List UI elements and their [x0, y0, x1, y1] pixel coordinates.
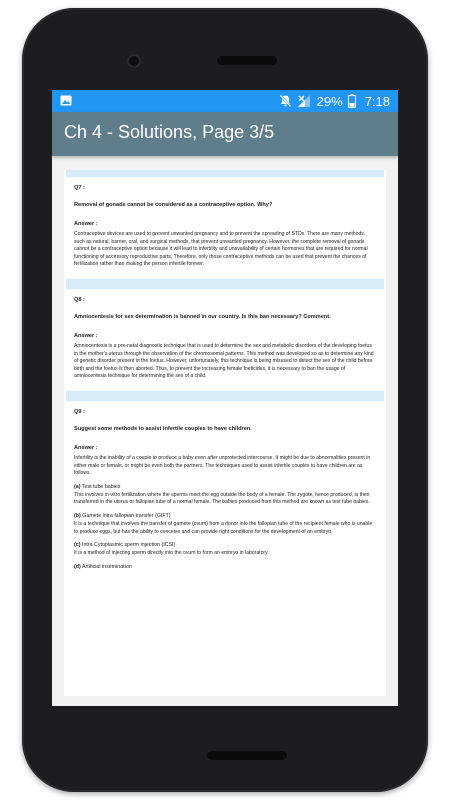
solutions-content[interactable]	[64, 170, 386, 696]
method-letter: (d)	[74, 563, 81, 570]
signal-icon	[297, 94, 312, 108]
bottom-speaker	[207, 751, 287, 760]
method-name: Intra Cytoplasmic sperm injection (ICSI)	[81, 542, 176, 549]
question-text: Removal of gonads cannot be considered as a contraceptive option. Why?	[74, 202, 273, 208]
method-text: This involves in-vitro fertilization where the sperms meet the egg outside the body of a female. The zygote, hence produced, is then transferred in the uterus or fallopian tube of a normal female. The babies produced from this method are known as test tube babies.	[74, 491, 370, 506]
method-text: It is a method of injecting sperm directly into the ovum to form an embryo in laboratory.	[74, 550, 269, 557]
method-name: Test tube babies	[81, 483, 121, 490]
question-label: Q9 :	[74, 408, 85, 415]
clock: 7:18	[364, 93, 390, 109]
battery-percent: 29%	[316, 93, 343, 109]
answer-label: Answer :	[74, 221, 98, 227]
question-text: Amniocentesis for sex determination is banned in our country. Is this ban necessary? Comment.	[74, 313, 331, 320]
answer-text: Contraceptive devices are used to prevent unwanted pregnancy and to prevent the spreading of STDs. There are many methods, such as natural, barrier, oral, and surgical methods, that prevent unwanted pregnancy. However, the complete removal of gonads cannot be a contraceptive option because it will lead to infertility and unavailability of certain hormones that are required for normal functioning of accessory reproductive parts. Therefore, only those contraceptive methods can be used that prevent the chances of fertilization rather than making the person infertile forever.	[74, 231, 368, 268]
method-title	[74, 484, 376, 490]
method-letter: (b)	[74, 512, 81, 519]
method-name: Artificial insemination	[81, 563, 132, 570]
method-text: It is a technique that involves the transfer of gamete (ovum) from a donor into the fallopian tube of the recipient female who is unable to produce eggs, but has the ability to conceive and can provide right conditions for the development of an embryo.	[74, 520, 373, 535]
question-block-q9	[74, 401, 376, 576]
status-bar	[52, 90, 398, 112]
battery-icon	[348, 94, 356, 108]
answer-label: Answer :	[74, 332, 98, 339]
separator	[66, 170, 384, 177]
method-title	[74, 564, 376, 570]
question-label: Q8 :	[74, 296, 85, 303]
method-title	[74, 513, 376, 519]
question-block-q8	[74, 289, 376, 391]
image-notification-icon	[60, 95, 72, 106]
page-title: Ch 4 - Solutions, Page 3/5	[64, 122, 275, 142]
status-icons	[279, 93, 390, 109]
answer-text: Infertility is the inability of a couple to produce a baby even after unprotected intercourse. It might be due to abnormalities present in either male or female, or might be even both the partners. The techniques used to assist infertile couples to have children are as follows.	[74, 454, 371, 477]
front-camera	[127, 54, 141, 68]
separator	[66, 279, 384, 289]
question-block-q7	[74, 177, 376, 279]
app-bar	[52, 112, 398, 156]
mute-icon	[279, 94, 292, 108]
earpiece-speaker	[217, 56, 277, 65]
separator	[66, 391, 384, 401]
question-text: Suggest some methods to assist infertile couples to have children.	[74, 425, 252, 432]
screen	[52, 90, 398, 706]
method-letter: (c)	[74, 542, 81, 549]
method-title	[74, 542, 376, 548]
answer-label: Answer :	[74, 444, 98, 451]
method-letter: (a)	[74, 483, 81, 490]
question-label: Q7 :	[74, 185, 85, 191]
method-name: Gamete intra fallopian transfer (GIFT)	[82, 512, 171, 519]
answer-text: Amniocentesis is a pre-natal diagnostic technique that is used to determine the sex and metabolic disorders of the developing foetus in the mother's uterus through the observation of the chromosomal patterns. This method was developed so as to determine any kind of genetic disorder present in the foetus. However, unfortunately, this technique is being misused to detect the sex of the child before birth and the foetus is then aborted. Thus, to prevent the increasing female foeticides, it is necessary to ban the usage of amniocentesis technique for determining the sex of a child.	[74, 342, 374, 380]
